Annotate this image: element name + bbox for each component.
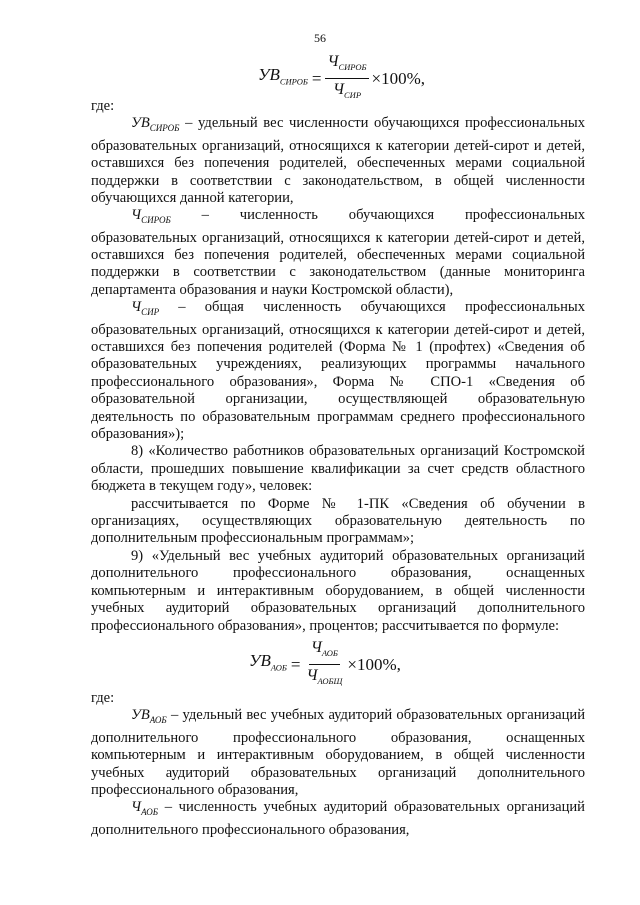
equals-sign: =: [290, 654, 301, 674]
percent-factor: 100%,: [356, 654, 401, 674]
page-number: 56: [314, 31, 326, 45]
fraction-numerator: $Ч_{СИРОБ}$: [325, 52, 368, 79]
where-label: где:: [91, 98, 115, 114]
definition-orphans-supported: $Ч_{СИРОБ}$ – численность обучающихся профессиональных образовательных организаций, относящихся к категории детей-сирот и детей, оставшихся без попечения родителей, обеспеченных мерами социальной поддержки в соответствии с законодательством (данные мониторинга департамента образования и науки Костромской области),: [91, 207, 585, 298]
definitions-block-1: [91, 98, 585, 635]
variable-name: $Ч_{АОБ}$: [131, 799, 159, 818]
multiply-sign: ×: [371, 68, 382, 88]
formula-lhs: $УВ_{СИРОБ}$: [258, 65, 308, 87]
item-9: 9) «Удельный вес учебных аудиторий образовательных организаций дополнительного профессионального образования, оснащенных компьютерным и интерактивным оборудованием, в общей численности учебных аудиторий образовательных организаций дополнительного профессионального образования», процентов; рассчитывается по формуле:: [91, 547, 585, 634]
percent-factor: 100%,: [381, 68, 426, 88]
variable-name: $УВ_{СИРОБ}$: [131, 115, 180, 134]
definition-classrooms-equipped: $Ч_{АОБ}$ – численность учебных аудиторий образовательных организаций дополнительного профессионального образования,: [91, 799, 585, 838]
formula-lhs: $УВ_{АОБ}$: [249, 651, 287, 673]
variable-name: $Ч_{СИРОБ}$: [131, 207, 171, 226]
fraction-denominator: $Ч_{СИР}$: [332, 81, 362, 101]
fraction: [304, 638, 344, 691]
fraction-denominator: $Ч_{АОБЩ}$: [306, 667, 343, 687]
definitions-block-2: [91, 690, 585, 839]
definition-share-orphans: $УВ_{СИРОБ}$ – удельный вес численности обучающихся профессиональных образовательных организаций, относящихся к категории детей-сирот и детей, оставшихся без попечения родителей, обеспеченных мерами социальной поддержки в соответствии с законодательством, в общей численности обучающихся данной категории,: [91, 115, 585, 206]
item-8-calculation: рассчитывается по Форме № 1-ПК «Сведения об обучении в организациях, осуществляющих образовательную деятельность по дополнительным профессиональным программам»;: [91, 495, 585, 547]
item-8: 8) «Количество работников образовательных организаций Костромской области, прошедших повышение квалификации за счет средств областного бюджета в текущем году», человек:: [91, 443, 585, 495]
formula-share-classrooms: [249, 638, 401, 691]
variable-name: $УВ_{АОБ}$: [131, 707, 167, 726]
fraction-numerator: $Ч_{АОБ}$: [309, 638, 340, 665]
multiply-sign: ×: [347, 654, 357, 674]
equals-sign: =: [311, 68, 322, 88]
definition-share-classrooms: $УВ_{АОБ}$ – удельный вес учебных аудиторий образовательных организаций дополнительного профессионального образования, оснащенных компьютерным и интерактивным оборудованием, в общей численности учебных аудиторий образовательных организаций дополнительного профессионального образования,: [91, 707, 585, 798]
variable-name: $Ч_{СИР}$: [131, 299, 160, 318]
where-label: где:: [91, 690, 115, 706]
definition-orphans-total: $Ч_{СИР}$ – общая численность обучающихся профессиональных образовательных организаций, относящихся к категории детей-сирот и детей, оставшихся без попечения родителей (Форма № 1 (профтех) «Сведения об образовательных учреждениях, реализующих программы начального профессионального образования», Форма № СПО-1 «Сведения об образовательной организации, осуществляющей образовательную деятельность по образовательным программам среднего профессионального образования»);: [91, 299, 585, 443]
